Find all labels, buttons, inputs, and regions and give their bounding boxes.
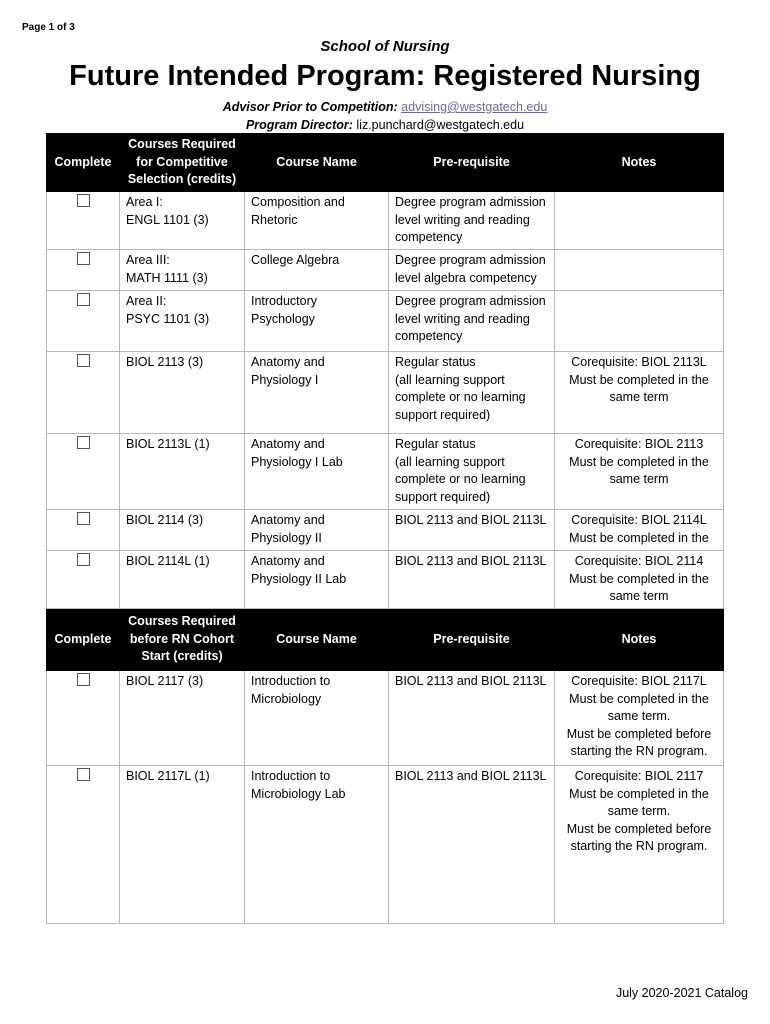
header-notes: Notes — [555, 134, 724, 192]
notes-cell — [555, 510, 724, 551]
cell-line: Must be completed in the — [569, 786, 709, 801]
cell-line: Corequisite: BIOL 2114 — [574, 554, 704, 568]
prerequisite-cell — [389, 250, 555, 291]
cell-line: Psychology — [251, 311, 315, 326]
complete-cell — [47, 434, 120, 510]
cell-line: College Algebra — [251, 253, 340, 267]
prerequisite-cell — [389, 671, 555, 766]
course-code-cell — [120, 352, 245, 434]
table-row — [47, 510, 724, 551]
course-code-cell — [120, 192, 245, 250]
notes-cell — [555, 671, 724, 766]
catalog-footer: July 2020-2021 Catalog — [615, 986, 748, 1000]
course-code-cell — [120, 291, 245, 352]
course-name-cell — [245, 510, 389, 551]
cell-line: starting the RN program. — [570, 839, 708, 853]
notes-cell — [555, 291, 724, 352]
advisor-line: Advisor Prior to Competition: advising@westgatech.edu — [222, 100, 548, 114]
course-code-cell — [120, 551, 245, 609]
complete-checkbox[interactable] — [77, 553, 90, 566]
cell-line: BIOL 2113 (3) — [126, 355, 204, 369]
cell-line: Composition and — [251, 195, 345, 209]
cell-line: BIOL 2113 and BIOL 2113L — [395, 769, 547, 783]
complete-cell — [47, 510, 120, 551]
notes-cell — [555, 192, 724, 250]
complete-checkbox[interactable] — [77, 673, 90, 686]
cell-line: Physiology I — [251, 372, 319, 387]
complete-checkbox[interactable] — [77, 436, 90, 449]
complete-checkbox[interactable] — [77, 768, 90, 781]
cell-line: PSYC 1101 (3) — [126, 311, 210, 326]
cell-line: Microbiology Lab — [251, 786, 346, 801]
page-title: Future Intended Program: Registered Nursing — [69, 60, 701, 92]
cell-line: Corequisite: BIOL 2117L — [571, 674, 707, 688]
header-courses — [120, 134, 245, 192]
cell-line: Introduction to — [251, 769, 331, 783]
cell-line: (all learning support — [395, 372, 505, 387]
director-label: Program Director — [245, 118, 349, 132]
table-row — [47, 671, 724, 766]
director-line: Program Director: liz.punchard@westgatech.edu — [245, 118, 525, 132]
cell-line: Regular status — [395, 437, 476, 451]
notes-cell — [555, 551, 724, 609]
cell-line: BIOL 2113 and BIOL 2113L — [395, 513, 547, 527]
prerequisite-cell — [389, 291, 555, 352]
cell-line: Anatomy and — [251, 554, 325, 568]
section2-header-row — [47, 609, 724, 671]
complete-cell — [47, 766, 120, 924]
table-row — [47, 291, 724, 352]
header-complete: Complete — [47, 609, 120, 671]
cell-line: Physiology II Lab — [251, 571, 347, 586]
complete-checkbox[interactable] — [77, 293, 90, 306]
table-row — [47, 551, 724, 609]
notes-cell — [555, 434, 724, 510]
complete-cell — [47, 671, 120, 766]
table-row — [47, 352, 724, 434]
complete-cell — [47, 291, 120, 352]
cell-line: Start (credits) — [141, 649, 223, 664]
prerequisite-cell — [389, 766, 555, 924]
complete-cell — [47, 250, 120, 291]
cell-line: Selection (credits) — [127, 172, 237, 187]
course-code-cell — [120, 510, 245, 551]
cell-line: complete or no learning — [395, 472, 526, 486]
cell-line: Introduction to — [251, 674, 331, 688]
cell-line: complete or no learning — [395, 390, 526, 404]
header-notes: Notes — [555, 609, 724, 671]
cell-line: Courses Required — [128, 137, 236, 152]
cell-line: Introductory — [251, 294, 318, 308]
cell-line: support required) — [395, 489, 491, 504]
course-code-cell — [120, 671, 245, 766]
cell-line: Courses Required — [128, 614, 236, 629]
prerequisite-cell — [389, 192, 555, 250]
cell-line: Corequisite: BIOL 2113 — [574, 437, 704, 451]
table-row — [47, 192, 724, 250]
cell-line: Degree program admission — [395, 294, 546, 308]
director-email: liz.punchard@westgatech.edu — [356, 118, 525, 132]
complete-cell — [47, 551, 120, 609]
cell-line: same term — [609, 390, 669, 404]
header-course-name: Course Name — [245, 609, 389, 671]
complete-checkbox[interactable] — [77, 512, 90, 525]
school-name: School of Nursing — [320, 38, 450, 55]
cell-line: Physiology II — [251, 530, 322, 545]
complete-checkbox[interactable] — [77, 194, 90, 207]
cell-line: level writing and reading — [395, 212, 530, 227]
prerequisite-cell — [389, 434, 555, 510]
cell-line: support required) — [395, 407, 491, 422]
cell-line: BIOL 2113 and BIOL 2113L — [395, 554, 547, 568]
prerequisite-cell — [389, 352, 555, 434]
cell-line: Must be completed before — [566, 821, 712, 836]
table-row — [47, 250, 724, 291]
cell-line: Area I: — [126, 195, 163, 209]
cell-line: BIOL 2117L (1) — [126, 769, 210, 783]
cell-line: for Competitive — [136, 154, 228, 169]
cell-line: BIOL 2117 (3) — [126, 674, 204, 688]
advisor-label: Advisor Prior to Competition — [222, 100, 394, 114]
cell-line: Rhetoric — [251, 212, 298, 227]
course-name-cell — [245, 291, 389, 352]
table-row — [47, 766, 724, 924]
prerequisite-cell — [389, 551, 555, 609]
cell-line: competency — [395, 329, 463, 343]
cell-line: Must be completed in the — [569, 454, 709, 469]
cell-line: Degree program admission — [395, 253, 546, 267]
cell-line: (all learning support — [395, 454, 505, 469]
header-course-name: Course Name — [245, 134, 389, 192]
complete-checkbox[interactable] — [77, 354, 90, 367]
complete-checkbox[interactable] — [77, 252, 90, 265]
cell-line: Must be completed in the — [569, 530, 709, 545]
cell-line: Anatomy and — [251, 513, 325, 527]
course-name-cell — [245, 671, 389, 766]
notes-cell — [555, 352, 724, 434]
course-name-cell — [245, 192, 389, 250]
cell-line: same term. — [607, 709, 671, 723]
header-complete: Complete — [47, 134, 120, 192]
page-number: Page 1 of 3 — [22, 22, 75, 33]
cell-line: Area III: — [126, 253, 170, 267]
complete-cell — [47, 192, 120, 250]
header-prerequisite: Pre-requisite — [389, 134, 555, 192]
prerequisite-cell — [389, 510, 555, 551]
cell-line: Must be completed in the — [569, 691, 709, 706]
header-prerequisite: Pre-requisite — [389, 609, 555, 671]
cell-line: BIOL 2114L (1) — [126, 554, 210, 568]
notes-cell — [555, 250, 724, 291]
cell-line: starting the RN program. — [570, 744, 708, 758]
cell-line: Anatomy and — [251, 355, 325, 369]
complete-cell — [47, 352, 120, 434]
cell-line: Anatomy and — [251, 437, 325, 451]
course-name-cell — [245, 766, 389, 924]
cell-line: Regular status — [395, 355, 476, 369]
course-code-cell — [120, 766, 245, 924]
cell-line: Must be completed in the — [569, 372, 709, 387]
cell-line: Degree program admission — [395, 195, 546, 209]
advisor-email-link[interactable]: advising@westgatech.edu — [401, 100, 548, 114]
course-name-cell — [245, 250, 389, 291]
cell-line: competency — [395, 230, 463, 244]
table-row — [47, 434, 724, 510]
cell-line: Area II: — [126, 294, 167, 308]
cell-line: before RN Cohort — [129, 631, 235, 646]
cell-line: BIOL 2113L (1) — [126, 437, 210, 451]
cell-line: MATH 1111 (3) — [126, 270, 208, 285]
cell-line: Must be completed before — [566, 726, 712, 741]
cell-line: Corequisite: BIOL 2114L — [571, 513, 707, 527]
course-name-cell — [245, 352, 389, 434]
course-name-cell — [245, 551, 389, 609]
cell-line: Corequisite: BIOL 2117 — [574, 769, 704, 783]
cell-line: same term — [609, 472, 669, 486]
course-code-cell — [120, 250, 245, 291]
cell-line: same term — [609, 589, 669, 603]
notes-cell — [555, 766, 724, 924]
course-name-cell — [245, 434, 389, 510]
cell-line: Physiology I Lab — [251, 454, 343, 469]
cell-line: BIOL 2113 and BIOL 2113L — [395, 674, 547, 688]
cell-line: level algebra competency — [395, 270, 537, 285]
section1-header-row — [47, 134, 724, 192]
course-table — [46, 133, 724, 924]
cell-line: ENGL 1101 (3) — [126, 212, 209, 227]
course-code-cell — [120, 434, 245, 510]
cell-line: Must be completed in the — [569, 571, 709, 586]
cell-line: same term. — [607, 804, 671, 818]
cell-line: Microbiology — [251, 691, 322, 706]
cell-line: BIOL 2114 (3) — [126, 513, 204, 527]
cell-line: Corequisite: BIOL 2113L — [571, 355, 707, 369]
header-courses — [120, 609, 245, 671]
cell-line: level writing and reading — [395, 311, 530, 326]
